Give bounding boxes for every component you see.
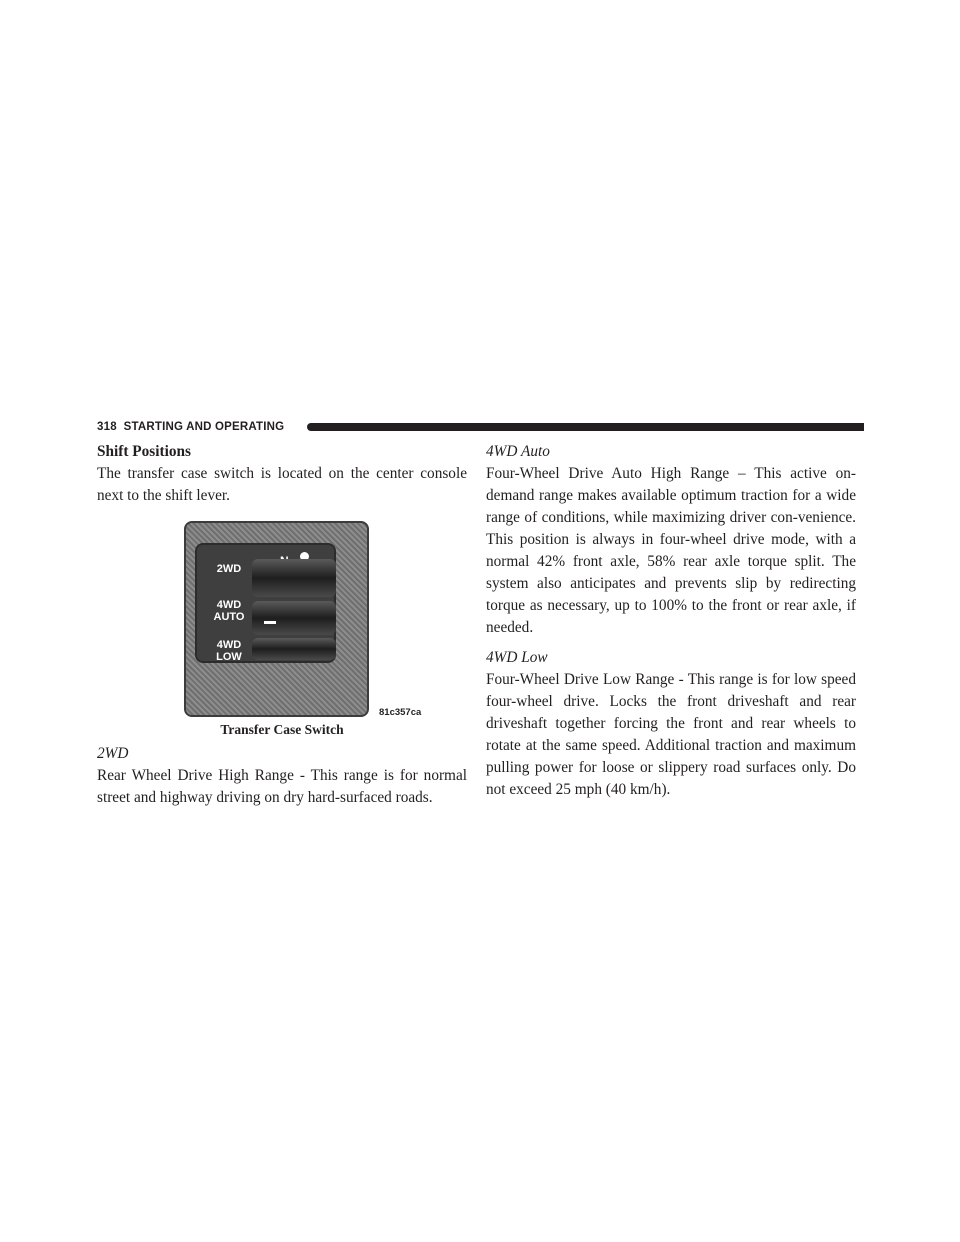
rotary-drum-top [252, 559, 336, 597]
position-marker-icon [264, 621, 276, 624]
twowd-heading: 2WD [97, 745, 129, 762]
position-2wd-label: 2WD [216, 563, 242, 575]
section-title: STARTING AND OPERATING [123, 421, 285, 433]
position-4wd-low-label: 4WD LOW [216, 639, 242, 663]
low-heading: 4WD Low [486, 649, 548, 666]
auto-heading: 4WD Auto [486, 443, 550, 460]
position-4wd-auto-label: 4WD AUTO [213, 599, 245, 623]
rotary-drum-middle [252, 601, 336, 635]
switch-bezel [195, 543, 336, 663]
figure-code: 81c357ca [379, 707, 422, 718]
transfer-case-figure [97, 521, 467, 739]
auto-paragraph: Four-Wheel Drive Auto High Range – This active on-demand range makes available optimum traction for a wide range of conditions, while maximizing driver con-venience. This position is always in four-wheel drive mode, with a normal 42% front axle, 58% rear axle torque split. The system also anticipates and prevents slip by redirecting torque as necessary, up to 100% to the front or rear axle, if needed. [486, 465, 856, 636]
transfer-case-switch-illustration [184, 521, 369, 717]
twowd-paragraph: Rear Wheel Drive High Range - This range is for normal street and highway driving on dry hard-surfaced roads. [97, 767, 467, 806]
header-rule [307, 423, 864, 431]
left-column [97, 441, 467, 809]
low-paragraph: Four-Wheel Drive Low Range - This range is for low speed four-wheel drive. Locks the front driveshaft and rear driveshaft together forcing the front and rear wheels to rotate at the same speed. Additional traction and maximum pulling power for loose or slippery road surfaces only. Do not exceed 25 mph (40 km/h). [486, 671, 856, 798]
figure-caption: Transfer Case Switch [220, 722, 344, 737]
header-label [97, 420, 284, 435]
right-column [486, 441, 856, 801]
page-number: 318 [97, 421, 117, 433]
page-header [97, 420, 864, 436]
shift-positions-heading: Shift Positions [97, 443, 191, 460]
intro-paragraph: The transfer case switch is located on the center console next to the shift lever. [97, 465, 467, 504]
rotary-drum-bottom [252, 638, 336, 660]
